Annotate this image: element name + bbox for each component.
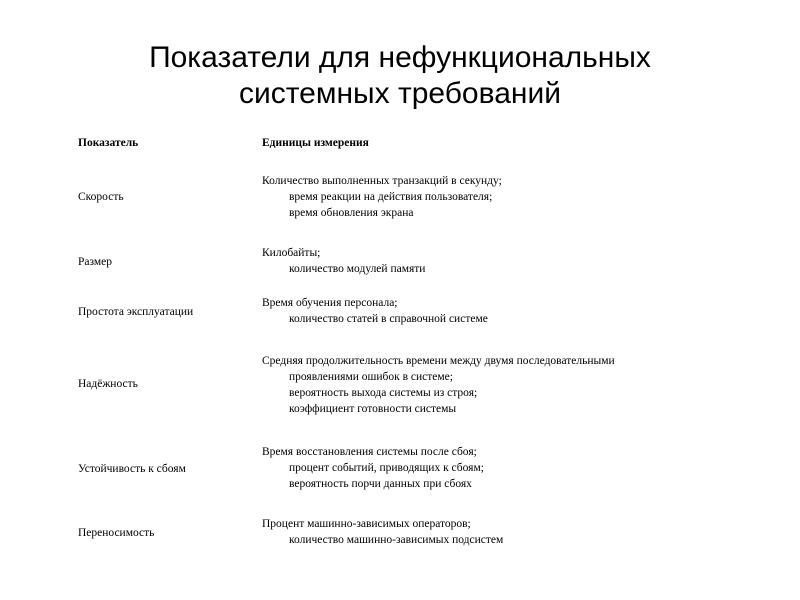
row-metric: Надёжность [78, 378, 138, 390]
header-metric: Показатель [78, 137, 139, 149]
row-metric: Простота эксплуатации [78, 306, 194, 318]
units-line: коэффициент готовности системы [289, 403, 457, 415]
row-units [262, 173, 502, 221]
row-units [262, 444, 484, 492]
units-line: Килобайты; [262, 247, 321, 259]
row-units [262, 353, 615, 417]
row-units [262, 516, 503, 548]
title-line-2: системных требований [239, 77, 561, 110]
row-metric: Скорость [78, 191, 124, 203]
units-line: проявлениями ошибок в системе; [289, 371, 453, 383]
units-line: время обновления экрана [289, 207, 414, 219]
units-line: Количество выполненных транзакций в секунду; [262, 175, 502, 187]
units-line: количество статей в справочной системе [289, 313, 488, 325]
units-line: количество машинно-зависимых подсистем [289, 534, 504, 546]
title-line-1: Показатели для нефункциональных [149, 41, 651, 74]
units-line: Время восстановления системы после сбоя; [262, 446, 477, 458]
row-metric: Переносимость [78, 527, 155, 539]
row-units [262, 245, 425, 277]
units-line: вероятность выхода системы из строя; [289, 387, 478, 399]
slide-title [0, 40, 800, 112]
units-line: количество модулей памяти [289, 263, 426, 275]
units-line: Время обучения персонала; [262, 297, 398, 309]
units-line: Процент машинно-зависимых операторов; [262, 518, 471, 530]
units-line: вероятность порчи данных при сбоях [289, 478, 472, 490]
row-metric: Устойчивость к сбоям [78, 463, 186, 475]
units-line: Средняя продолжительность времени между двумя последовательными [262, 355, 615, 367]
row-units [262, 295, 488, 327]
units-line: время реакции на действия пользователя; [289, 191, 493, 203]
row-metric: Размер [78, 256, 113, 268]
header-units: Единицы измерения [262, 137, 369, 149]
units-line: процент событий, приводящих к сбоям; [289, 462, 484, 474]
